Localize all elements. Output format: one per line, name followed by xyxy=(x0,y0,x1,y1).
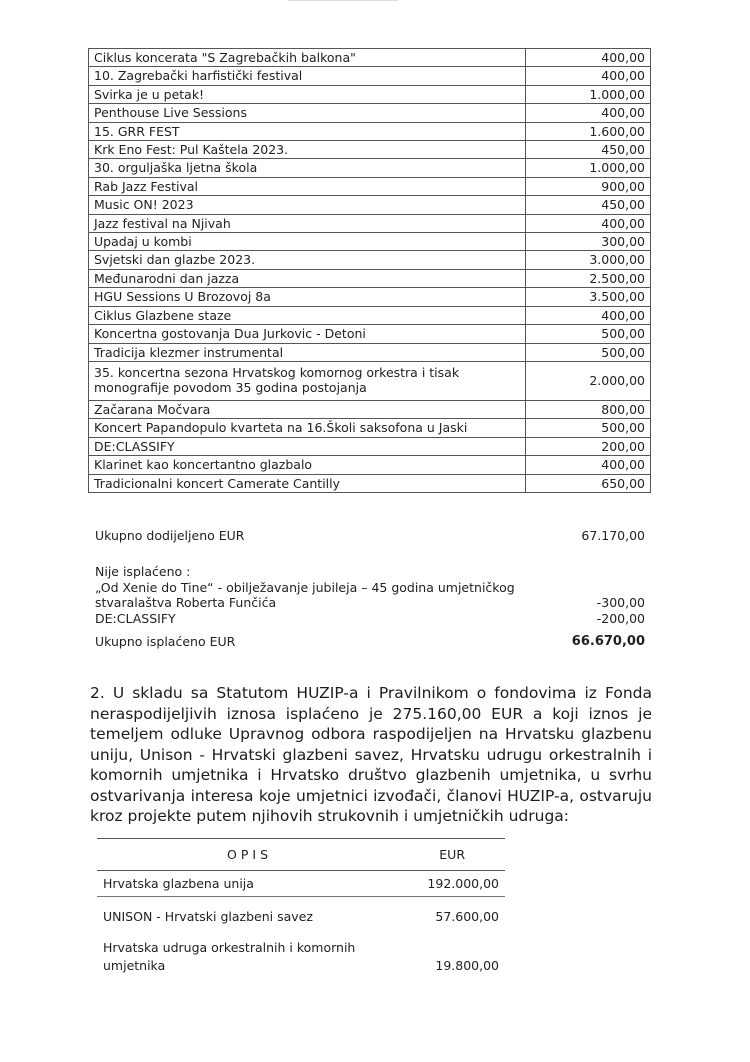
table-row xyxy=(89,251,651,269)
row-description: 35. koncertna sezona Hrvatskog komornog orkestra i tisak monografije povodom 35 godina postojanja xyxy=(89,362,526,400)
row-description: Penthouse Live Sessions xyxy=(89,104,526,121)
opis-header-description: OPIS xyxy=(227,847,272,862)
row-description: Začarana Močvara xyxy=(89,401,526,418)
row-description: Krk Eno Fest: Pul Kaštela 2023. xyxy=(89,141,526,158)
opis-header-amount: EUR xyxy=(439,847,465,862)
table-row xyxy=(89,196,651,214)
row-description: Ciklus koncerata "S Zagrebačkih balkona" xyxy=(89,49,526,66)
opis-row-value: 19.800,00 xyxy=(435,958,499,973)
table-row xyxy=(89,362,651,401)
opis-row xyxy=(97,875,505,893)
row-description: Svirka je u petak! xyxy=(89,86,526,103)
row-amount: 500,00 xyxy=(601,326,645,342)
opis-row-label: UNISON - Hrvatski glazbeni savez xyxy=(103,909,313,924)
opis-row-label-line2: umjetnika xyxy=(103,958,166,973)
row-description: 30. orguljaška ljetna škola xyxy=(89,159,526,176)
row-description: Upadaj u kombi xyxy=(89,233,526,250)
table-row xyxy=(89,325,651,343)
table-row xyxy=(89,270,651,288)
table-row xyxy=(89,159,651,177)
row-amount: 400,00 xyxy=(601,215,645,231)
opis-header xyxy=(97,838,505,871)
row-description: Tradicionalni koncert Camerate Cantilly xyxy=(89,475,526,492)
row-amount: 1.600,00 xyxy=(589,123,645,139)
page-top-rule xyxy=(288,0,398,1)
unpaid-heading: Nije isplaćeno : xyxy=(95,564,191,579)
table-row xyxy=(89,475,651,493)
allocated-total xyxy=(95,528,645,543)
row-description: Tradicija klezmer instrumental xyxy=(89,344,526,361)
table-row xyxy=(89,104,651,122)
unpaid-item-1-value: -300,00 xyxy=(596,595,645,610)
paid-value: 66.670,00 xyxy=(571,634,645,649)
unpaid-section xyxy=(95,564,645,626)
unpaid-item-1-line2: stvaralaštva Roberta Funčića xyxy=(95,595,277,610)
unpaid-item-1-line1: „Od Xenie do Tine“ - obilježavanje jubileja – 45 godina umjetničkog xyxy=(95,579,515,595)
table-row xyxy=(89,67,651,85)
row-amount: 650,00 xyxy=(601,475,645,491)
row-amount: 400,00 xyxy=(601,307,645,323)
row-description: Music ON! 2023 xyxy=(89,196,526,213)
row-amount: 2.000,00 xyxy=(589,373,645,389)
unpaid-item-2-value: -200,00 xyxy=(596,610,645,626)
row-description: HGU Sessions U Brozovoj 8a xyxy=(89,288,526,305)
opis-row-value: 57.600,00 xyxy=(435,909,499,924)
row-description: Međunarodni dan jazza xyxy=(89,270,526,287)
table-row xyxy=(89,49,651,67)
table-row xyxy=(89,141,651,159)
row-amount: 400,00 xyxy=(601,68,645,84)
row-description: Svjetski dan glazbe 2023. xyxy=(89,251,526,268)
table-row xyxy=(89,215,651,233)
row-description: Klarinet kao koncertantno glazbalo xyxy=(89,456,526,473)
table-row xyxy=(89,178,651,196)
row-amount: 800,00 xyxy=(601,401,645,417)
opis-table xyxy=(97,838,505,975)
table-row xyxy=(89,438,651,456)
row-amount: 450,00 xyxy=(601,197,645,213)
paid-total xyxy=(95,634,645,649)
row-amount: 400,00 xyxy=(601,457,645,473)
table-row xyxy=(89,233,651,251)
table-row xyxy=(89,344,651,362)
row-description: 15. GRR FEST xyxy=(89,123,526,140)
row-amount: 300,00 xyxy=(601,234,645,250)
table-row xyxy=(89,401,651,419)
table-row xyxy=(89,288,651,306)
unpaid-item-2-label: DE:CLASSIFY xyxy=(95,610,176,626)
table-row xyxy=(89,123,651,141)
row-amount: 400,00 xyxy=(601,50,645,65)
row-description: Koncert Papandopulo kvarteta na 16.Školi saksofona u Jaski xyxy=(89,419,526,436)
allocated-value: 67.170,00 xyxy=(581,528,645,543)
row-amount: 3.500,00 xyxy=(589,289,645,305)
row-description: Ciklus Glazbene staze xyxy=(89,307,526,324)
table-row xyxy=(89,456,651,474)
paid-label: Ukupno isplaćeno EUR xyxy=(95,634,236,649)
row-amount: 450,00 xyxy=(601,142,645,158)
row-description: 10. Zagrebački harfistički festival xyxy=(89,67,526,84)
opis-row-label xyxy=(103,939,403,975)
opis-row xyxy=(97,908,505,926)
allocated-label: Ukupno dodijeljeno EUR xyxy=(95,528,245,543)
row-amount: 900,00 xyxy=(601,178,645,194)
table-row xyxy=(89,419,651,437)
row-amount: 200,00 xyxy=(601,438,645,454)
distribution-paragraph: 2. U skladu sa Statutom HUZIP-a i Pravilnikom o fondovima iz Fonda neraspodijeljivih iznosa isplaćeno je 275.160,00 EUR a koji iznos je temeljem odluke Upravnog odbora raspodijeljen na Hrvatsku glazbenu uniju, Unison - Hrvatski glazbeni savez, Hrvatsku udrugu orkestralnih i komornih umjetnika i Hrvatsko društvo glazbenih umjetnika, u svrhu ostvarivanja interesa koje umjetnici izvođači, članovi HUZIP-a, ostvaruju kroz projekte putem njihovih strukovnih i umjetničkih udruga: xyxy=(90,684,652,825)
row-description: Koncertna gostovanja Dua Jurkovic - Detoni xyxy=(89,325,526,342)
table-row xyxy=(89,86,651,104)
opis-row-label-line1: Hrvatska udruga orkestralnih i komornih xyxy=(103,940,356,955)
row-description: Rab Jazz Festival xyxy=(89,178,526,195)
row-amount: 1.000,00 xyxy=(589,160,645,176)
row-amount: 1.000,00 xyxy=(589,86,645,102)
opis-row-value: 192.000,00 xyxy=(427,876,499,891)
funding-table xyxy=(88,48,651,493)
row-amount: 3.000,00 xyxy=(589,252,645,268)
opis-row-label: Hrvatska glazbena unija xyxy=(103,876,254,891)
opis-divider xyxy=(97,896,505,897)
row-description: DE:CLASSIFY xyxy=(89,438,526,455)
table-row xyxy=(89,307,651,325)
row-amount: 400,00 xyxy=(601,105,645,121)
row-amount: 500,00 xyxy=(601,344,645,360)
row-description: Jazz festival na Njivah xyxy=(89,215,526,232)
row-amount: 500,00 xyxy=(601,420,645,436)
opis-row xyxy=(97,939,505,975)
row-amount: 2.500,00 xyxy=(589,270,645,286)
